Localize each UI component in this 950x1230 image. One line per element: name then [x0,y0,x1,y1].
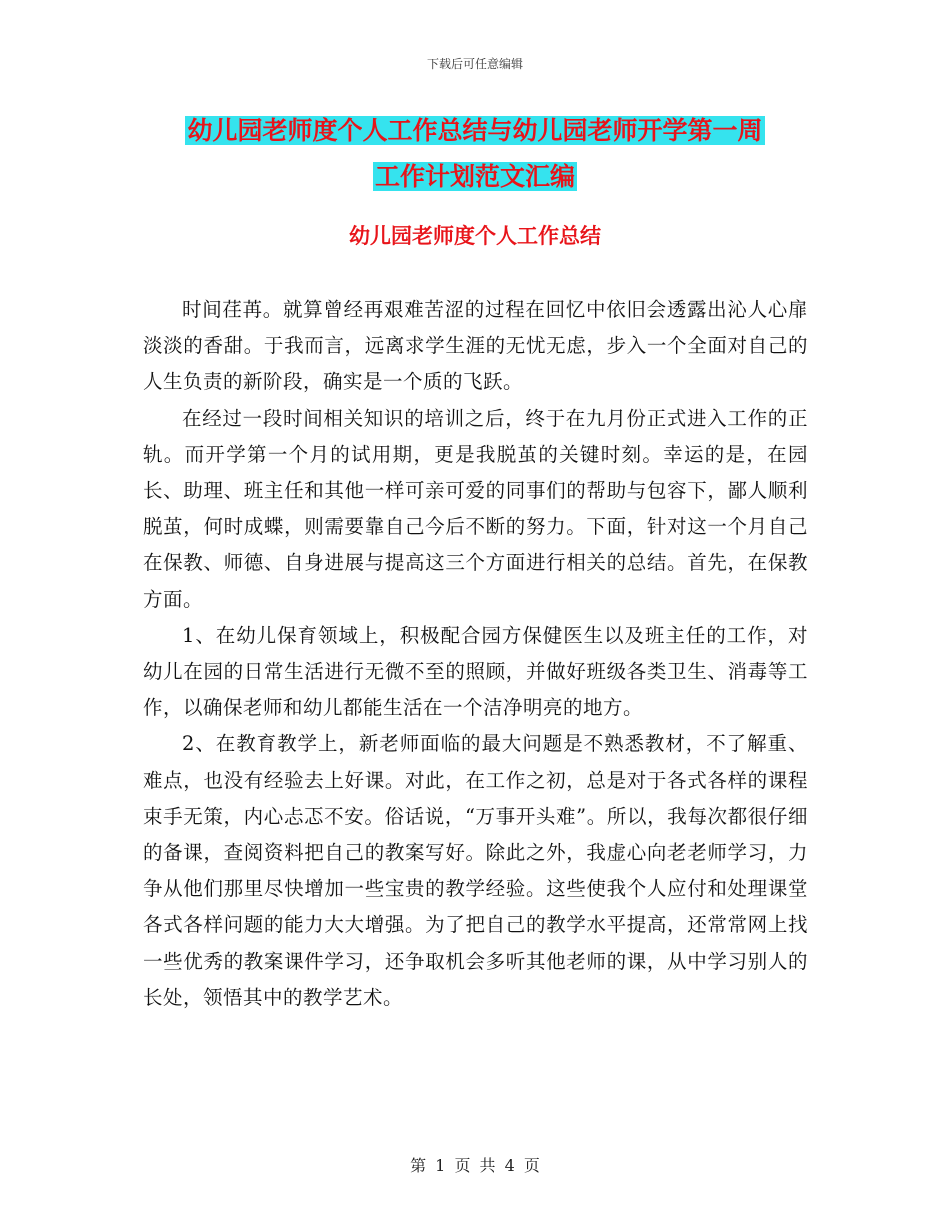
paragraph: 2、在教育教学上，新老师面临的最大问题是不熟悉教材，不了解重、难点，也没有经验去上好课。对此，在工作之初，总是对于各式各样的课程束手无策，内心忐忑不安。俗话说，“万事开头难”。所以，我每次都很仔细的备课，查阅资料把自己的教案写好。除此之外，我虚心向老老师学习，力争从他们那里尽快增加一些宝贵的教学经验。这些使我个人应付和处理课堂各式各样问题的能力大大增强。为了把自己的教学水平提高，还常常网上找一些优秀的教案课件学习，还争取机会多听其他老师的课，从中学习别人的长处，领悟其中的教学艺术。 [143,732,808,1009]
section-title: 幼儿园老师度个人工作总结 [349,224,601,248]
body-text [143,292,808,1016]
document-title-line-1: 幼儿园老师度个人工作总结与幼儿园老师开学第一周 [187,116,763,145]
page-footer: 第 1 页 共 4 页 [410,1156,540,1175]
header-note: 下载后可任意编辑 [426,57,523,71]
document-title [0,108,950,200]
paragraph: 时间荏苒。就算曾经再艰难苦涩的过程在回忆中依旧会透露出沁人心扉淡淡的香甜。于我而言，远离求学生涯的无忧无虑，步入一个全面对自己的人生负责的新阶段，确实是一个质的飞跃。 [143,298,808,394]
document-title-line-2: 工作计划范文汇编 [374,162,575,191]
paragraph: 在经过一段时间相关知识的培训之后，终于在九月份正式进入工作的正轨。而开学第一个月的试用期，更是我脱茧的关键时刻。幸运的是，在园长、助理、班主任和其他一样可亲可爱的同事们的帮助与包容下，鄙人顺利脱茧，何时成蝶，则需要靠自己今后不断的努力。下面，针对这一个月自己在保教、师德、自身进展与提高这三个方面进行相关的总结。首先，在保教方面。 [143,406,808,611]
paragraph: 1、在幼儿保育领域上，积极配合园方保健医生以及班主任的工作，对幼儿在园的日常生活进行无微不至的照顾，并做好班级各类卫生、消毒等工作，以确保老师和幼儿都能生活在一个洁净明亮的地方。 [143,623,808,720]
